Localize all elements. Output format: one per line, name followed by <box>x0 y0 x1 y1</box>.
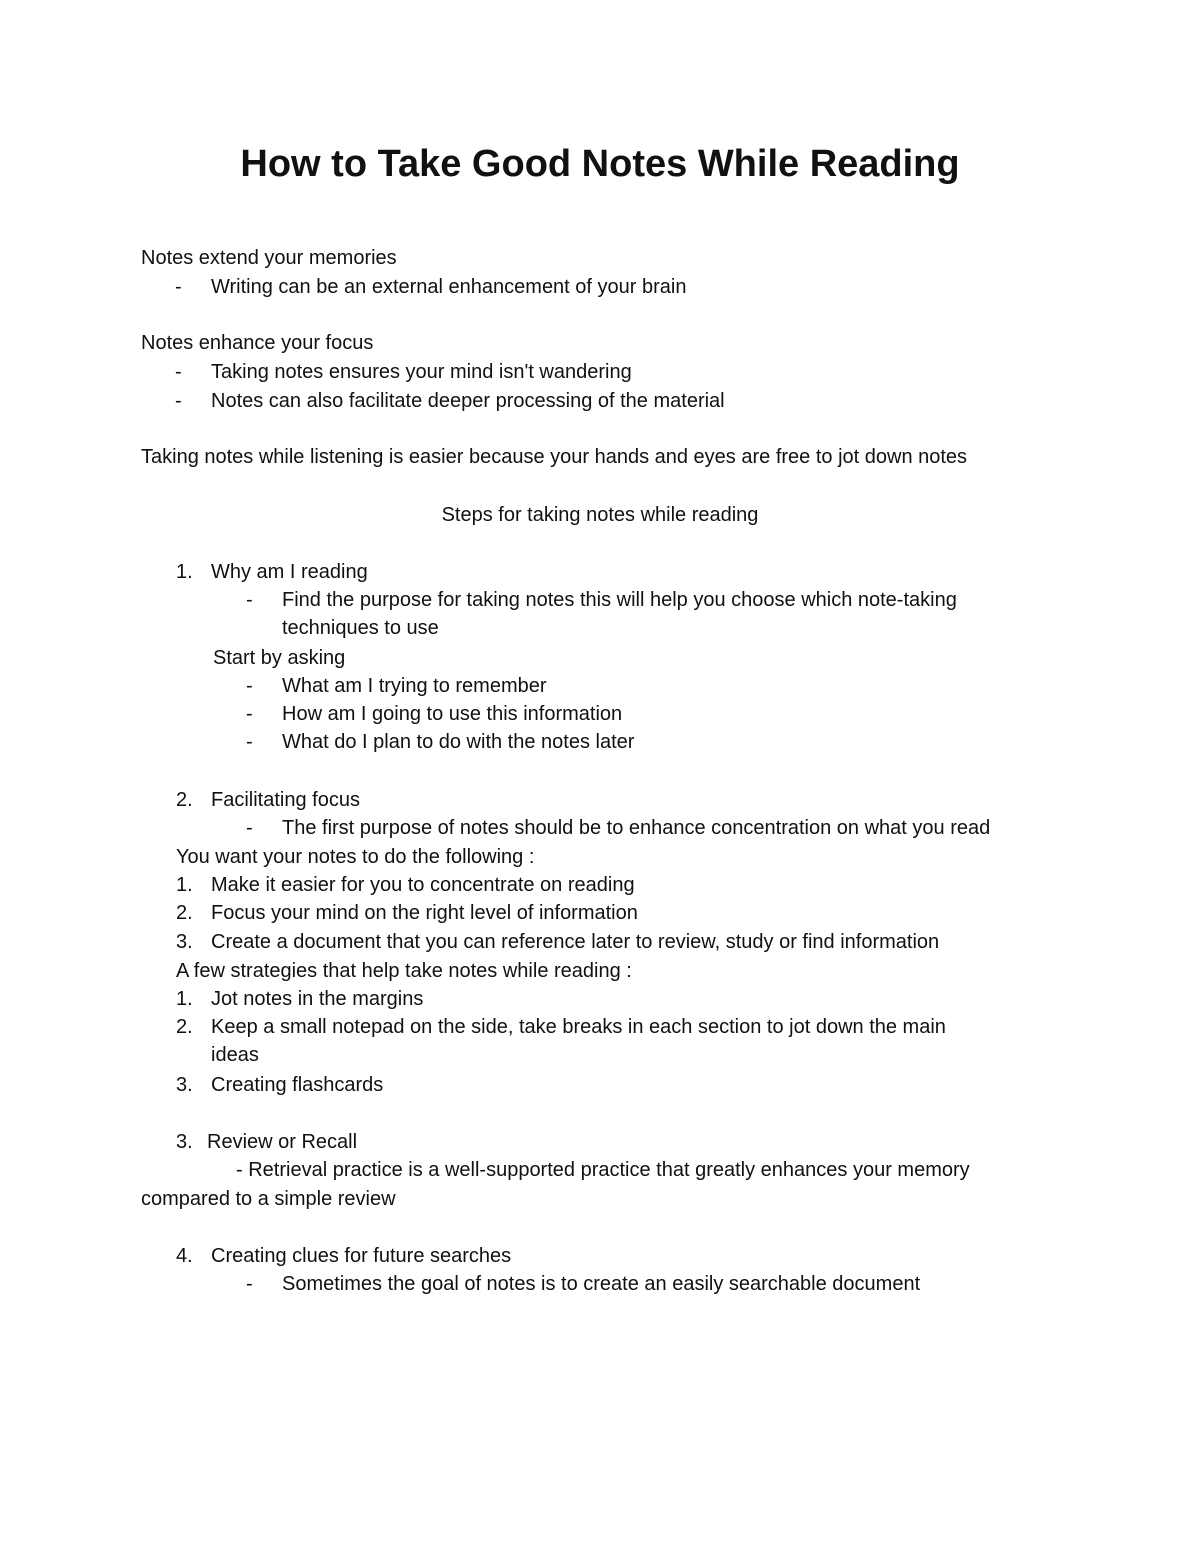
step-2-want-label: You want your notes to do the following : <box>176 846 535 868</box>
bullet-marker: - <box>246 1273 253 1295</box>
bullet-marker: - <box>246 675 253 697</box>
section-heading-memory: Notes extend your memories <box>141 247 397 269</box>
section-heading-focus: Notes enhance your focus <box>141 332 374 354</box>
step-3-bullet-continued: compared to a simple review <box>141 1188 396 1210</box>
want-item-2: Focus your mind on the right level of information <box>211 902 638 924</box>
step-4-bullet: Sometimes the goal of notes is to create an easily searchable document <box>282 1273 921 1295</box>
step-1-bullet-continued: techniques to use <box>282 617 439 639</box>
strategy-2-continued: ideas <box>211 1044 259 1066</box>
strategy-2: Keep a small notepad on the side, take breaks in each section to jot down the main <box>211 1016 946 1038</box>
strategy-number: 3. <box>176 1074 193 1096</box>
step-1-ask-label: Start by asking <box>213 647 346 669</box>
bullet-marker: - <box>246 703 253 725</box>
bullet-marker: - <box>246 589 253 611</box>
step-3-title: Review or Recall <box>207 1131 358 1153</box>
focus-bullet-2: Notes can also facilitate deeper processing of the material <box>211 390 725 412</box>
want-item-number: 2. <box>176 902 193 924</box>
strategy-number: 2. <box>176 1016 193 1038</box>
bullet-marker: - <box>175 390 182 412</box>
bullet-marker: - <box>175 276 182 298</box>
step-2-title: Facilitating focus <box>211 789 360 811</box>
bullet-marker: - <box>175 361 182 383</box>
step-3-number: 3. <box>176 1131 193 1153</box>
bullet-marker: - <box>246 731 253 753</box>
strategy-1: Jot notes in the margins <box>211 988 424 1010</box>
strategy-3: Creating flashcards <box>211 1074 384 1096</box>
steps-heading: Steps for taking notes while reading <box>441 504 759 526</box>
step-1-question-2: How am I going to use this information <box>282 703 623 725</box>
want-item-1: Make it easier for you to concentrate on reading <box>211 874 635 896</box>
step-1-bullet: Find the purpose for taking notes this will help you choose which note-taking <box>282 589 957 611</box>
listening-note: Taking notes while listening is easier because your hands and eyes are free to jot down notes <box>141 446 968 468</box>
step-1-question-1: What am I trying to remember <box>282 675 547 697</box>
want-item-number: 1. <box>176 874 193 896</box>
step-4-number: 4. <box>176 1245 193 1267</box>
step-1-question-3: What do I plan to do with the notes later <box>282 731 635 753</box>
step-1-number: 1. <box>176 561 193 583</box>
bullet-marker: - <box>246 817 253 839</box>
step-1-title: Why am I reading <box>211 561 368 583</box>
step-3-bullet: - Retrieval practice is a well-supported practice that greatly enhances your memory <box>236 1159 970 1181</box>
page-title: How to Take Good Notes While Reading <box>240 143 960 185</box>
memory-bullet: Writing can be an external enhancement of your brain <box>211 276 687 298</box>
step-2-bullet: The first purpose of notes should be to enhance concentration on what you read <box>282 817 991 839</box>
step-4-title: Creating clues for future searches <box>211 1245 512 1267</box>
step-2-strategies-label: A few strategies that help take notes while reading : <box>176 960 632 982</box>
strategy-number: 1. <box>176 988 193 1010</box>
step-2-number: 2. <box>176 789 193 811</box>
want-item-3: Create a document that you can reference later to review, study or find information <box>211 931 940 953</box>
focus-bullet-1: Taking notes ensures your mind isn't wandering <box>211 361 632 383</box>
want-item-number: 3. <box>176 931 193 953</box>
